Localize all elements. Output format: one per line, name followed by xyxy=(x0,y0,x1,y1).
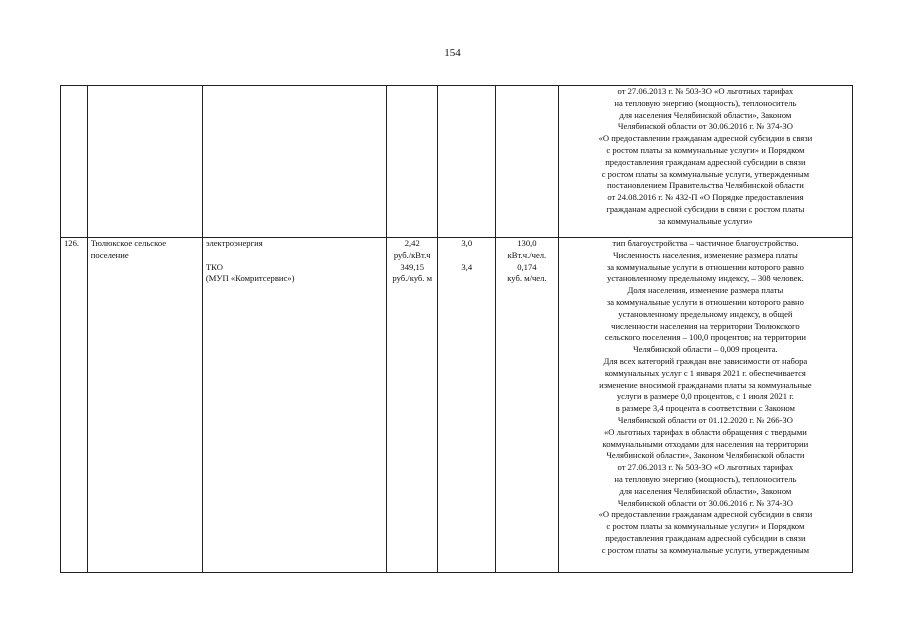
service-name-line: ТКО xyxy=(205,261,223,272)
settlement-name-line: поселение xyxy=(90,249,129,260)
basis-text-line: для населения Челябинской области», Законом xyxy=(619,109,792,120)
service-block xyxy=(441,238,492,262)
basis-text-line: Численность населения, изменение размера платы xyxy=(613,249,798,260)
tariff-table xyxy=(60,85,853,573)
service-block xyxy=(206,262,383,286)
index-value: 3,4 xyxy=(461,261,473,272)
service-name-line: электроэнергия xyxy=(205,238,263,248)
volume-value-line: 130,0 xyxy=(517,238,537,248)
basis-text-line: Для всех категорий граждан вне зависимости от набора xyxy=(603,355,808,366)
cell-volume xyxy=(496,86,559,238)
basis-text-line: коммунальными отходами для населения на территории xyxy=(602,438,809,449)
basis-text-line: за коммунальные услуги» xyxy=(658,215,753,226)
basis-text-line: предоставления гражданам адресной субсидии в связи xyxy=(605,156,806,167)
basis-text-line: «О предоставлении гражданам адресной субсидии в связи xyxy=(598,133,813,144)
service-name-line: (МУП «Комритсервис») xyxy=(205,273,295,284)
basis-text-line: за коммунальные услуги в отношении которого равно xyxy=(606,261,804,272)
basis-text-line: с ростом платы за коммунальные услуги, утвержденным xyxy=(601,544,810,555)
basis-text-line: коммунальных услуг с 1 января 2021 г. обеспечивается xyxy=(604,367,806,378)
basis-text-line: постановлением Правительства Челябинской области xyxy=(606,180,804,191)
tariff-value-line: 349,15 xyxy=(400,261,425,272)
service-block xyxy=(499,262,555,286)
service-block xyxy=(390,238,434,262)
basis-text-line: для населения Челябинской области», Законом xyxy=(619,485,792,496)
tariff-value-line: 2,42 xyxy=(404,238,420,248)
cell-basis xyxy=(558,86,852,238)
page-number: 154 xyxy=(444,47,461,59)
basis-text-line: установленному предельному индексу, в общей xyxy=(618,308,793,319)
table-row-continued xyxy=(61,86,853,238)
basis-text-line: изменение вносимой гражданами платы за коммунальные xyxy=(599,379,812,390)
cell-settlement xyxy=(87,86,202,238)
service-block xyxy=(390,262,434,286)
basis-text-line: за коммунальные услуги в отношении которого равно xyxy=(606,296,804,307)
basis-text-line: с ростом платы за коммунальные услуги» и Порядком xyxy=(606,521,805,532)
cell-number xyxy=(61,86,88,238)
basis-text-line: Челябинской области – 0,009 процента. xyxy=(633,344,778,355)
cell-basis xyxy=(558,238,852,573)
basis-text-line: от 27.06.2013 г. № 503-ЗО «О льготных тарифах xyxy=(617,86,794,96)
cell-index xyxy=(438,86,496,238)
basis-text-line: с ростом платы за коммунальные услуги» и Порядком xyxy=(606,144,805,155)
basis-text-line: от 27.06.2013 г. № 503-ЗО «О льготных тарифах xyxy=(617,462,794,473)
cell-settlement xyxy=(87,238,202,573)
tariff-value-line: руб./куб. м xyxy=(392,273,433,284)
basis-text-line: на тепловую энергию (мощность), теплоноситель xyxy=(614,97,797,108)
basis-text-line: услуги в размере 0,0 процентов, с 1 июля 2021 г. xyxy=(616,391,794,402)
basis-text-line: Челябинской области», Законом Челябинской области xyxy=(606,450,805,461)
volume-value-line: кВт.ч./чел. xyxy=(507,249,547,260)
index-value: 3,0 xyxy=(461,238,473,248)
volume-value-line: куб. м/чел. xyxy=(507,273,547,284)
basis-text-line: в размере 3,4 процента в соответствии с Законом xyxy=(615,403,795,414)
table-row-126 xyxy=(61,238,853,573)
cell-service xyxy=(202,238,386,573)
cell-index xyxy=(438,238,496,573)
cell-tariff xyxy=(387,86,438,238)
basis-text-line: Челябинской области от 30.06.2016 г. № 374-ЗО xyxy=(617,121,793,132)
basis-text-line: сельского поселения – 100,0 процентов; на территории xyxy=(604,332,806,343)
volume-value-line: 0,174 xyxy=(517,261,537,272)
basis-text-line: предоставления гражданам адресной субсидии в связи xyxy=(605,532,806,543)
service-block xyxy=(499,238,555,262)
basis-text-line: на тепловую энергию (мощность), теплоноситель xyxy=(614,473,797,484)
settlement-name-line: Тюлюкское сельское xyxy=(90,238,167,248)
cell-tariff xyxy=(387,238,438,573)
basis-text-line: Челябинской области от 30.06.2016 г. № 374-ЗО xyxy=(617,497,793,508)
cell-volume xyxy=(496,238,559,573)
service-block xyxy=(206,238,383,262)
basis-text-line: тип благоустройства – частичное благоустройство. xyxy=(612,238,799,248)
cell-number: 126. xyxy=(61,238,88,573)
basis-text-line: «О льготных тарифах в области обращения с твердыми xyxy=(603,426,807,437)
basis-text-line: численности населения на территории Тюлюкского xyxy=(611,320,800,331)
cell-service xyxy=(202,86,386,238)
basis-text-line: с ростом платы за коммунальные услуги, утвержденным xyxy=(601,168,810,179)
basis-text-line: Доля населения, изменение размера платы xyxy=(627,285,784,296)
service-block xyxy=(441,262,492,286)
basis-text-line: гражданам адресной субсидии в связи с ростом платы xyxy=(606,203,805,214)
basis-text-line: от 24.08.2016 г. № 432-П «О Порядке предоставления xyxy=(607,192,804,203)
basis-text-line: Челябинской области от 01.12.2020 г. № 266-ЗО xyxy=(617,414,793,425)
basis-text-line: «О предоставлении гражданам адресной субсидии в связи xyxy=(598,509,813,520)
basis-text-line: установленному предельному индексу, – 308 человек. xyxy=(607,273,804,284)
tariff-value-line: руб./кВт.ч xyxy=(393,249,431,260)
